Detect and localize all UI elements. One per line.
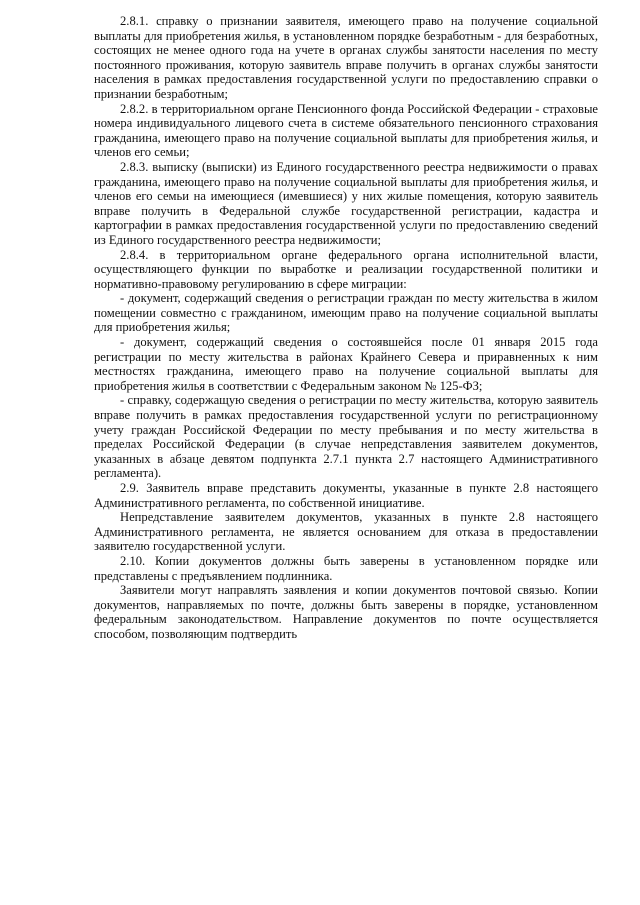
paragraph-non-submission: Непредставление заявителем документов, указанных в пункте 2.8 настоящего Административного регламента, не является основанием для отказа в предоставлении заявителю государственной услуги. bbox=[94, 510, 598, 554]
paragraph-2-8-2: 2.8.2. в территориальном органе Пенсионного фонда Российской Федерации - страховые номера индивидуального лицевого счета в системе обязательного пенсионного страхования гражданина, имеющего право на получение социальной выплаты для приобретения жилья, и членов его семьи; bbox=[94, 101, 598, 160]
list-item-registration-certificate: - справку, содержащую сведения о регистрации по месту жительства, которую заявитель вправе получить в рамках предоставления государственной услуги по регистрационному учету граждан Российской Федерации по месту пребывания и по месту жительства в пределах Российской Федерации (в случае непредставления заявителем документов, указанных в абзаце девятом подпункта 2.7.1 пункта 2.7 настоящего Административного регламента). bbox=[94, 393, 598, 481]
paragraph-2-9: 2.9. Заявитель вправе представить документы, указанные в пункте 2.8 настоящего Административного регламента, по собственной инициативе. bbox=[94, 481, 598, 510]
list-item-registration-cohabitants: - документ, содержащий сведения о регистрации граждан по месту жительства в жилом помещении совместно с гражданином, имеющим право на получение социальной выплаты для приобретения жилья; bbox=[94, 291, 598, 335]
document-page bbox=[94, 14, 598, 642]
paragraph-2-10: 2.10. Копии документов должны быть заверены в установленном порядке или представлены с предъявлением подлинника. bbox=[94, 553, 598, 583]
list-item-registration-far-north: - документ, содержащий сведения о состоявшейся после 01 января 2015 года регистрации по месту жительства в районах Крайнего Севера и приравненных к ним местностях гражданина, имеющего право на получение социальной выплаты для приобретения жилья в соответствии с Федеральным законом № 125-ФЗ; bbox=[94, 335, 598, 393]
paragraph-2-8-1: 2.8.1. справку о признании заявителя, имеющего право на получение социальной выплаты для приобретения жилья, в установленном порядке безработным - для безработных, состоящих не менее одного года на учете в органах службы занятости населения по месту постоянного проживания, которую заявитель вправе получить в органах службы занятости населения в рамках предоставления государственной услуги по предоставлению справки о признании безработным; bbox=[94, 14, 598, 101]
paragraph-2-8-3: 2.8.3. выписку (выписки) из Единого государственного реестра недвижимости о правах гражданина, имеющего право на получение социальной выплаты для приобретения жилья, и членов его семьи на имеющиеся (имевшиеся) у них жилые помещения, которую заявитель вправе получить в Федеральной службе государственной регистрации, кадастра и картографии в рамках предоставления государственной услуги по предоставлению сведений из Единого государственного реестра недвижимости; bbox=[94, 159, 598, 247]
paragraph-2-8-4: 2.8.4. в территориальном органе федерального органа исполнительной власти, осуществляющего функции по выработке и реализации государственной политики и нормативно-правовому регулированию в сфере миграции: bbox=[94, 247, 598, 291]
paragraph-postal-submission: Заявители могут направлять заявления и копии документов почтовой связью. Копии документов, направляемых по почте, должны быть заверены в порядке, установленном федеральным законодательством. Направление документов по почте осуществляется способом, позволяющим подтвердить bbox=[94, 583, 598, 641]
